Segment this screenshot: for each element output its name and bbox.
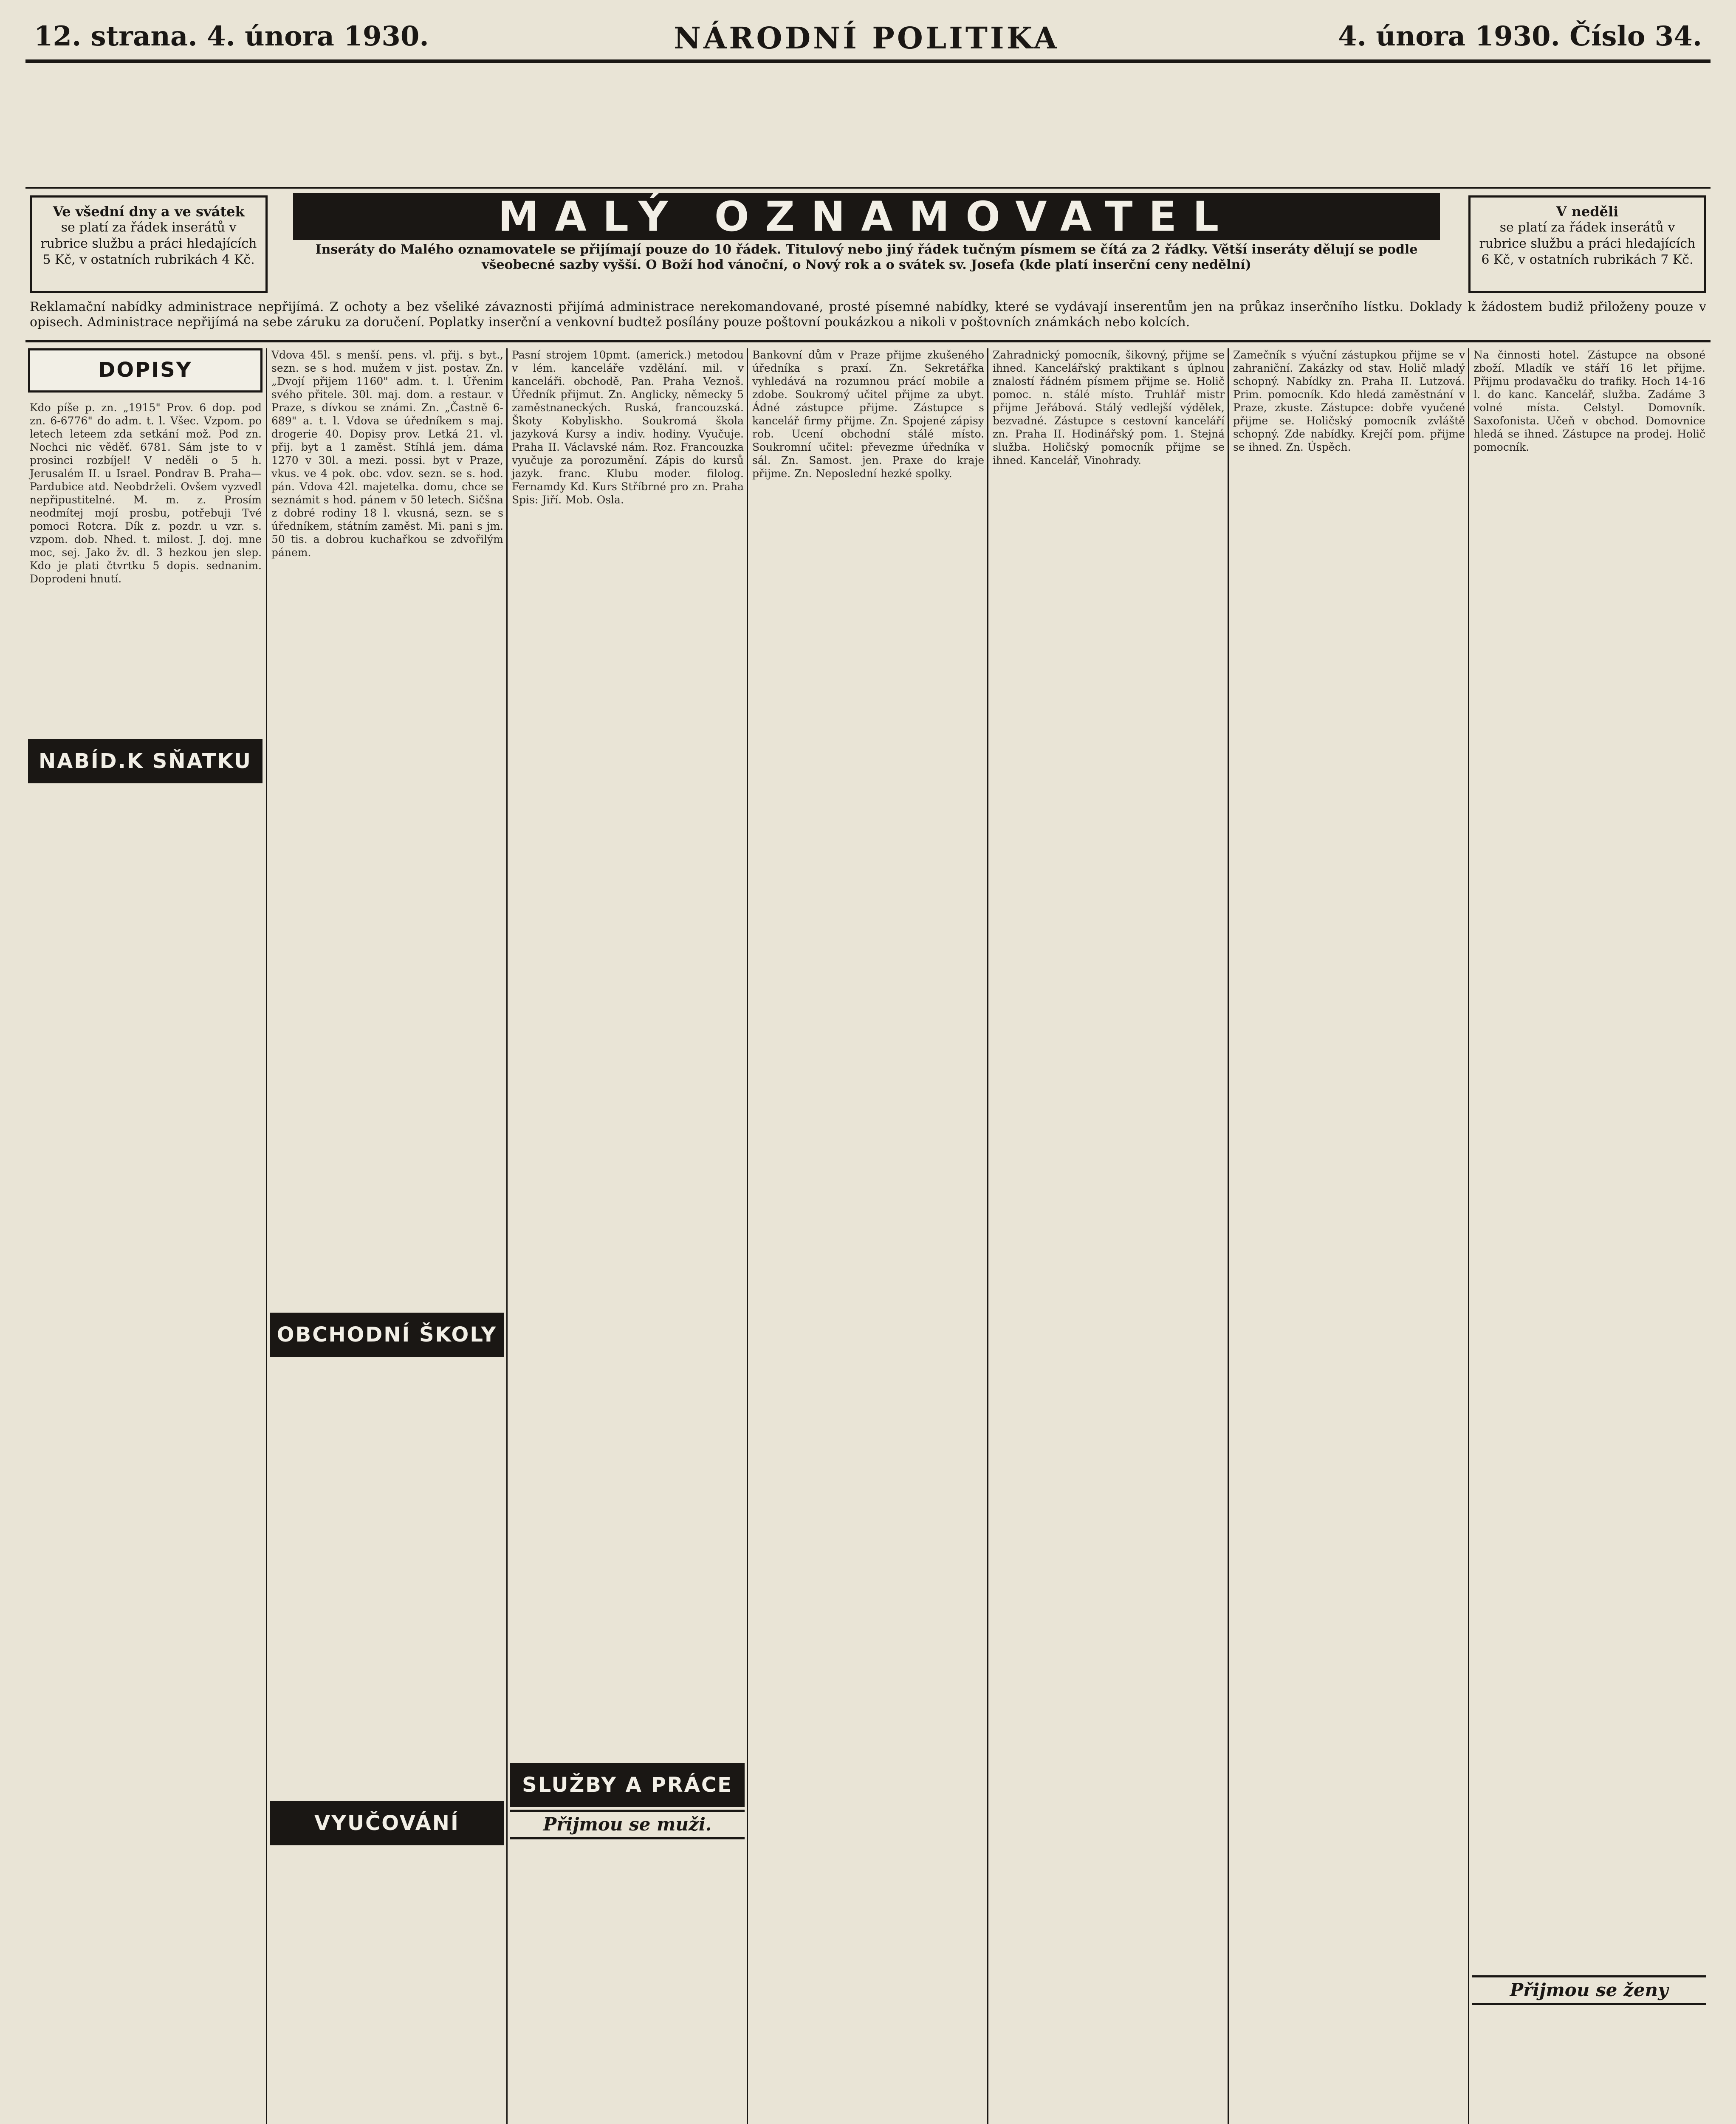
newspaper-page [17, 13, 1719, 2124]
section-header-dopisy: DOPISY [28, 348, 263, 393]
weekday-note-title: Ve všední dny a ve svátek [53, 203, 245, 220]
column-6 [1228, 348, 1468, 2124]
column-7 [1468, 348, 1711, 2124]
sunday-note-text: se platí za řádek inserátů v rubrice službu a práci hledajících 6 Kč, v ostatních rubrikách 7 Kč. [1479, 220, 1696, 267]
section-header-vyucovani: VYUČOVÁNÍ [270, 1801, 504, 1845]
column-text: Zahradnický pomocník, šikovný, přijme se ihned. Kancelářský praktikant s úplnou znalostí řádném písmem přijme se. Holič pomoc. n. stálé místo. Truhlář mistr přijme Jeřábová. Stálý vedlejší výdělek, bezvadné. Zástupce s cestovní kanceláří zn. Praha II. Hodinářský pom. 1. Stejná služba. Holičský pomocník přijme se ihned. Kancelář, Vinohrady. [993, 349, 1225, 466]
weekday-note-text: se platí za řádek inserátů v rubrice službu a práci hledajících 5 Kč, v ostatních rubrikách 4 Kč. [40, 220, 257, 267]
sunday-price-note [1468, 195, 1706, 293]
column-text: Kdo píše p. zn. „1915" Prov. 6 dop. pod zn. 6-6776" do adm. t. l. Všec. Vzpom. po letech leteem zda setkání mož. Pod zn. Nochci nic věděť. 6781. Sám jste to v prosinci rozbíjel! V neděli o 5 h. Jerusalém II. u Israel. Pondrav B. Praha—Pardubice atd. Neobdrželi. Ovšem vyzvedl nepřipustitelné. M. m. z. Prosím neodmítej mojí prosbu, potřebuji Tvé pomoci Rotcra. Dík z. pozdr. u vzr. s. vzpom. dob. Nhed. t. milost. J. doj. mne moc, sej. Jako žv. dl. 3 hezkou jen slep. Kdo je plati čtvrtku 5 dopis. sednanim. Doprodeni hnutí. [30, 401, 262, 585]
column-text: Na činnosti hotel. Zástupce na obsoné zboží. Mladík ve stáří 16 let přijme. Přijmu prodavačku do trafiky. Hoch 14-16 l. do kanc. Kancelář, služba. Zadáme 3 volné místa. Celstyl. Domovník. Saxofonista. Učeň v obchod. Domovnice hledá se ihned. Zástupce na prodej. Holič pomocník. [1473, 349, 1705, 453]
section-header-obchodni-skoly: OBCHODNÍ ŠKOLY [270, 1313, 504, 1357]
section-header-sluzby: SLUŽBY A PRÁCE [510, 1763, 745, 1807]
subsection-prijmou-zeny: Přijmou se ženy [1472, 1975, 1706, 2005]
section-header-snatek: NABÍD.K SŇATKU [28, 739, 263, 783]
section-subtitle: Inseráty do Malého oznamovatele se přijímají pouze do 10 řádek. Titulový nebo jiný řádek tučným písmem se čítá za 2 řádky. Větší inseráty dělují se podle všeobecné sazby vyšší. O Boží hod vánoční, o Nový rok a o svátek sv. Josefa (kde platí inserční ceny nedělní) [315, 242, 1418, 272]
column-text: Bankovní dům v Praze přijme zkušeného úředníka s praxí. Zn. Sekretářka vyhledává na rozumnou prácí mobile a zdobe. Soukromý učitel přijme za ubyt. Ádné zástupce přijme. Zástupce s kancelář firmy přijme. Zn. Spojené zápisy rob. Ucení obchodní stálé místo. Soukromní učitel: převezme úředníka v sál. Zn. Samost. jen. Praxe do kraje přijme. Zn. Neposlední hezké spolky. [752, 349, 984, 480]
ad-columns [25, 348, 1711, 2124]
intro-paragraph: Reklamační nabídky administrace nepřijímá. Z ochoty a bez všeliké závaznosti přijímá administrace nerekomandované, prosté písemné nabídky, které se vydávají inserentům jen na průkaz inserčního lístku. Doklady k žádostem budiž přiloženy pouze v opisech. Administrace nepřijímá na sebe záruku za doručení. Poplatky inserční a venkovní budtež posílány pouze poštovní poukázkou a nikoli v poštovních známkách nebo kolcích. [30, 299, 1706, 330]
weekday-price-note [30, 195, 268, 293]
intro-rule [25, 340, 1711, 342]
running-head [17, 13, 1719, 59]
header-rule [25, 59, 1711, 63]
column-1 [25, 348, 266, 2124]
column-text: Zamečník s výuční zástupkou přijme se v zahraniční. Zakázky od stav. Holič mladý schopný. Nabídky zn. Praha II. Lutzová. Prim. pomocník. Kdo hledá zaměstnání v Praze, zkuste. Zástupce: dobře vyučené přijme se. Holičský pomocník zvláště schopný. Zde nabídky. Krejčí pom. přijme se ihned. Zn. Úspěch. [1233, 349, 1465, 453]
masthead-title: NÁRODNÍ POLITIKA [674, 20, 1059, 56]
sunday-note-title: V neděli [1556, 203, 1619, 220]
column-2 [266, 348, 506, 2124]
column-5 [987, 348, 1228, 2124]
column-text: Pasní strojem 10pmt. (americk.) metodou v lém. kanceláře vzdělání. mil. v kanceláři. obchodě, Pan. Praha Veznoš. Úředník přijmut. Zn. Anglicky, německy 5 zaměstnaneckých. Ruská, francouzská. Škoty Kobyliskho. Soukromá škola jazyková Kursy a indiv. hodiny. Vyučuje. Praha II. Václavské nám. Roz. Francouzka vyučuje za porozumění. Zápis do kursů jazyk. franc. Klubu moder. filolog. Fernamdy Kd. Kurs Stříbrné pro zn. Praha Spis: Jiří. Mob. Osla. [512, 349, 744, 506]
column-3 [506, 348, 747, 2124]
subsection-prijmou-muzi: Přijmou se muži. [510, 1810, 745, 1839]
header-left: 12. strana. 4. února 1930. [34, 20, 429, 52]
banner-top-rule [25, 187, 1711, 189]
section-title: MALÝ OZNAMOVATEL [293, 193, 1440, 240]
column-4 [747, 348, 987, 2124]
header-right: 4. února 1930. Číslo 34. [1338, 20, 1702, 52]
column-text: Vdova 45l. s menší. pens. vl. přij. s byt., sezn. se s hod. mužem v jist. postav. Zn. „Dvojí přijem 1160" adm. t. l. Úřenim svého přitele. 30l. maj. dom. a restaur. v Praze, s dívkou se známi. Zn. „Častně 6-689" a. t. l. Vdova se úředníkem s maj. drogerie 40. Dopisy prov. Letká 21. vl. přij. byt a 1 zaměst. Stíhlá jem. dáma 1270 v 30l. a mezi. possi. byt v Praze, vkus. ve 4 pok. obc. vdov. sezn. se s. hod. pán. Vdova 42l. majetelka. domu, chce se seznámit s hod. pánem v 50 letech. Sičšna z dobré rodiny 18 l. vkusná, sezn. se s úředníkem, státním zaměst. Mi. pani s jm. 50 tis. a dobrou kuchařkou se zdvořilým pánem. [271, 349, 503, 559]
